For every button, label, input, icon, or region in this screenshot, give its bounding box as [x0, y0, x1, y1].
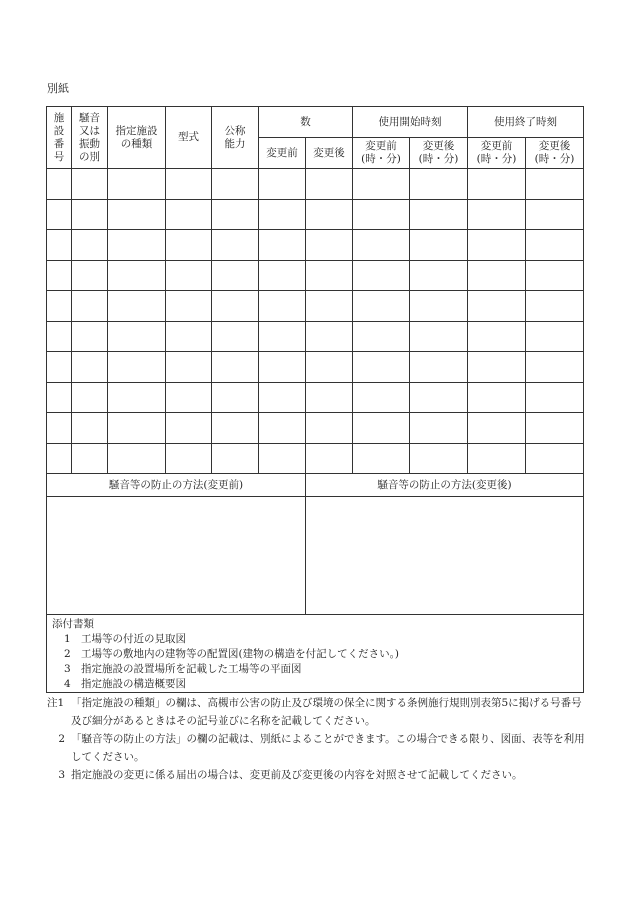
entry-cell[interactable]: [72, 382, 108, 413]
entry-cell[interactable]: [259, 291, 306, 322]
entry-cell[interactable]: [306, 260, 353, 291]
table-row: [47, 413, 584, 444]
entry-cell[interactable]: [72, 169, 108, 200]
entry-cell[interactable]: [526, 199, 584, 230]
entry-cell[interactable]: [47, 230, 72, 261]
attachment-item: 3 指定施設の設置場所を記載した工場等の平面図: [64, 663, 302, 675]
entry-cell[interactable]: [259, 382, 306, 413]
entry-cell[interactable]: [410, 260, 468, 291]
entry-cell[interactable]: [468, 382, 526, 413]
entry-cell[interactable]: [526, 382, 584, 413]
table-row: [47, 321, 584, 352]
entry-cell[interactable]: [410, 169, 468, 200]
entry-cell[interactable]: [306, 413, 353, 444]
entry-cell[interactable]: [353, 169, 410, 200]
entry-cell[interactable]: [410, 321, 468, 352]
entry-cell[interactable]: [72, 352, 108, 383]
entry-cell[interactable]: [212, 291, 259, 322]
entry-cell[interactable]: [259, 321, 306, 352]
method-after-field[interactable]: [306, 497, 584, 615]
header-facility-no: 施 設 番 号: [47, 107, 72, 169]
entry-cell[interactable]: [72, 199, 108, 230]
entry-cell[interactable]: [108, 321, 166, 352]
entry-cell[interactable]: [526, 169, 584, 200]
notes-section: [47, 694, 587, 784]
entry-cell[interactable]: [166, 443, 212, 474]
entry-cell[interactable]: [108, 291, 166, 322]
entry-cell[interactable]: [166, 413, 212, 444]
header-start-before: 変更前 (時・分): [353, 138, 410, 169]
entry-cell[interactable]: [306, 230, 353, 261]
entry-cell[interactable]: [108, 169, 166, 200]
entry-cell[interactable]: [410, 413, 468, 444]
attachments-section: [47, 615, 584, 693]
note-1: 注1 「指定施設の種類」の欄は、高槻市公害の防止及び環境の保全に関する条例施行規則別表第5に掲げる号番号及び細分があるときはその記号並びに名称を記載してください。: [47, 697, 582, 727]
entry-cell[interactable]: [468, 230, 526, 261]
entry-cell[interactable]: [47, 169, 72, 200]
entry-cell[interactable]: [259, 413, 306, 444]
entry-cell[interactable]: [410, 230, 468, 261]
entry-cell[interactable]: [259, 260, 306, 291]
header-start-time: 使用開始時刻: [353, 107, 468, 138]
entry-cell[interactable]: [108, 443, 166, 474]
entry-cell[interactable]: [353, 382, 410, 413]
attachment-item: 2 工場等の敷地内の建物等の配置図(建物の構造を付記してください。): [64, 648, 399, 660]
entry-cell[interactable]: [47, 321, 72, 352]
entry-cell[interactable]: [72, 230, 108, 261]
entry-cell[interactable]: [108, 199, 166, 230]
entry-cell[interactable]: [108, 230, 166, 261]
entry-cell[interactable]: [306, 199, 353, 230]
header-count-after: 変更後: [306, 138, 353, 169]
attachment-item: 4 指定施設の構造概要図: [64, 678, 186, 690]
header-count: 数: [259, 107, 353, 138]
entry-cell[interactable]: [526, 443, 584, 474]
entry-cell[interactable]: [212, 230, 259, 261]
entry-cell[interactable]: [47, 352, 72, 383]
entry-cell[interactable]: [166, 352, 212, 383]
entry-cell[interactable]: [306, 291, 353, 322]
entry-cell[interactable]: [306, 352, 353, 383]
header-count-before: 変更前: [259, 138, 306, 169]
header-nominal-capacity: 公称能力: [212, 107, 259, 169]
entry-cell[interactable]: [306, 443, 353, 474]
entry-cell[interactable]: [259, 199, 306, 230]
header-end-time: 使用終了時刻: [468, 107, 584, 138]
entry-cell[interactable]: [72, 260, 108, 291]
method-after-header: 騒音等の防止の方法(変更後): [306, 474, 584, 497]
entry-cell[interactable]: [72, 291, 108, 322]
entry-cell[interactable]: [212, 352, 259, 383]
entry-cell[interactable]: [259, 230, 306, 261]
entry-cell[interactable]: [166, 169, 212, 200]
entry-cell[interactable]: [212, 321, 259, 352]
entry-cell[interactable]: [353, 260, 410, 291]
entry-cell[interactable]: [259, 352, 306, 383]
entry-cell[interactable]: [212, 199, 259, 230]
entry-cell[interactable]: [212, 382, 259, 413]
header-model: 型式: [166, 107, 212, 169]
table-row: [47, 169, 584, 200]
entry-cell[interactable]: [410, 199, 468, 230]
entry-cell[interactable]: [47, 443, 72, 474]
method-before-header: 騒音等の防止の方法(変更前): [47, 474, 306, 497]
entry-cell[interactable]: [410, 291, 468, 322]
attachments-title: 添付書類: [52, 618, 94, 630]
entry-cell[interactable]: [47, 199, 72, 230]
entry-cell[interactable]: [166, 291, 212, 322]
header-noise-or-vibration: 騒音 又は 振動 の別: [72, 107, 108, 169]
entry-cell[interactable]: [468, 413, 526, 444]
method-before-field[interactable]: [47, 497, 306, 615]
header-end-after: 変更後 (時・分): [526, 138, 584, 169]
entry-cell[interactable]: [468, 443, 526, 474]
entry-cell[interactable]: [212, 169, 259, 200]
entry-cell[interactable]: [526, 413, 584, 444]
entry-cell[interactable]: [353, 291, 410, 322]
entry-cell[interactable]: [410, 382, 468, 413]
entry-cell[interactable]: [410, 443, 468, 474]
entry-cell[interactable]: [468, 321, 526, 352]
table-row: [47, 199, 584, 230]
entry-cell[interactable]: [526, 230, 584, 261]
entry-cell[interactable]: [47, 260, 72, 291]
attachment-item: 1 工場等の付近の見取図: [64, 633, 186, 645]
table-row: [47, 230, 584, 261]
entry-cell[interactable]: [353, 352, 410, 383]
header-end-before: 変更前 (時・分): [468, 138, 526, 169]
entry-cell[interactable]: [410, 352, 468, 383]
entry-cell[interactable]: [166, 260, 212, 291]
table-row: [47, 291, 584, 322]
note-3: 3 指定施設の変更に係る届出の場合は、変更前及び変更後の内容を対照させて記載してください。: [58, 769, 523, 781]
entry-cell[interactable]: [353, 321, 410, 352]
entry-cell[interactable]: [108, 382, 166, 413]
entry-cell[interactable]: [306, 382, 353, 413]
entry-cell[interactable]: [108, 413, 166, 444]
entry-cell[interactable]: [353, 413, 410, 444]
entry-cell[interactable]: [212, 413, 259, 444]
entry-cell[interactable]: [72, 443, 108, 474]
entry-cell[interactable]: [108, 352, 166, 383]
entry-cell[interactable]: [72, 413, 108, 444]
table-row: [47, 352, 584, 383]
entry-cell[interactable]: [468, 352, 526, 383]
entry-cell[interactable]: [526, 260, 584, 291]
entry-cell[interactable]: [306, 169, 353, 200]
entry-cell[interactable]: [212, 443, 259, 474]
header-start-after: 変更後 (時・分): [410, 138, 468, 169]
note-2: 2 「騒音等の防止の方法」の欄の記載は、別紙によることができます。この場合できる限り、図面、表等を利用してください。: [58, 733, 585, 763]
entry-cell[interactable]: [212, 260, 259, 291]
entry-cell[interactable]: [47, 291, 72, 322]
entry-cell[interactable]: [468, 199, 526, 230]
entry-cell[interactable]: [353, 199, 410, 230]
entry-cell[interactable]: [526, 352, 584, 383]
header-facility-type: 指定施設の種類: [108, 107, 166, 169]
entry-cell[interactable]: [306, 321, 353, 352]
entry-cell[interactable]: [47, 413, 72, 444]
entry-cell[interactable]: [353, 230, 410, 261]
entry-cell[interactable]: [108, 260, 166, 291]
table-row: [47, 382, 584, 413]
entry-cell[interactable]: [468, 169, 526, 200]
entry-cell[interactable]: [166, 199, 212, 230]
entry-cell[interactable]: [468, 291, 526, 322]
table-row: [47, 260, 584, 291]
entry-cell[interactable]: [468, 260, 526, 291]
entry-cell[interactable]: [72, 321, 108, 352]
page-label: 別紙: [47, 82, 69, 95]
entry-cell[interactable]: [353, 443, 410, 474]
entry-cell[interactable]: [259, 443, 306, 474]
table-row: [47, 443, 584, 474]
entry-cell[interactable]: [526, 291, 584, 322]
entry-cell[interactable]: [526, 321, 584, 352]
entry-cell[interactable]: [259, 169, 306, 200]
facility-table: [46, 106, 584, 693]
entry-cell[interactable]: [47, 382, 72, 413]
entry-cell[interactable]: [166, 382, 212, 413]
entry-cell[interactable]: [166, 230, 212, 261]
entry-cell[interactable]: [166, 321, 212, 352]
